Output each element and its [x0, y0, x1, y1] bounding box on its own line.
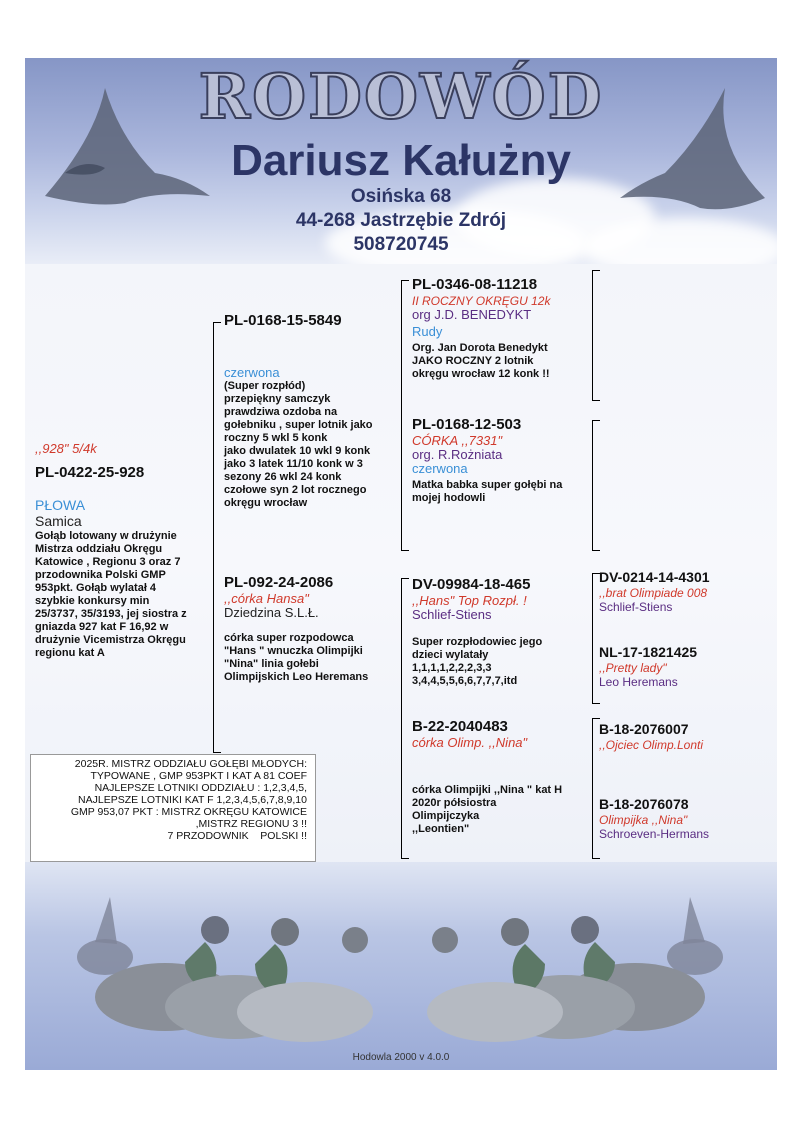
- g1-breeder: Schlief-Stiens: [599, 600, 673, 614]
- sd-breeder: org. R.Rożniata: [412, 447, 503, 462]
- bracket-dd-top: [592, 718, 600, 719]
- bracket-sire: [401, 280, 402, 550]
- sd-notes: Matka babka super gołębi na mojej hodowli: [412, 479, 563, 504]
- bracket-gen1-bottom: [213, 752, 221, 753]
- bracket-ss: [592, 270, 593, 400]
- ss-breeder: org J.D. BENEDYKT: [412, 307, 532, 322]
- page-title: RODOWÓD: [198, 60, 604, 133]
- sire-notes: (Super rozpłód) przepiękny samczyk prawdziwa ozdoba na gołebniku , super lotnik jako roczny 5 wkl 5 konk jako dwulatek 10 wkl 9 konk jako 3 latek 11/10 konk w 3 sezony 26 wkl 24 konk czołowe syn 2 lot rocznego okręgu wrocław: [224, 380, 373, 509]
- g2-tag: ,,Pretty lady": [599, 661, 667, 675]
- g4-breeder: Schroeven-Hermans: [599, 827, 710, 841]
- software-version: Hodowla 2000 v 4.0.0: [352, 1052, 450, 1063]
- bracket-sire-top: [401, 280, 409, 281]
- sire-ring: PL-0168-15-5849: [224, 312, 342, 329]
- bracket-ds-bottom: [592, 703, 600, 704]
- sd-color: czerwona: [412, 461, 468, 476]
- dam-breeder: Dziedzina S.L.Ł.: [224, 605, 319, 620]
- g2-breeder: Leo Heremans: [599, 675, 678, 689]
- dam-tag: ,,córka Hansa": [224, 591, 309, 606]
- g1-tag: ,,brat Olimpiade 008: [599, 586, 708, 600]
- subject-sex: Samica: [35, 513, 82, 529]
- bracket-ss-top: [592, 270, 600, 271]
- bracket-dd-bottom: [592, 858, 600, 859]
- header-banner: [25, 58, 777, 264]
- bracket-dam-top: [401, 578, 409, 579]
- bracket-gen1: [213, 322, 214, 752]
- ds-tag: ,,Hans" Top Rozpł. !: [412, 593, 527, 608]
- g4-pigeon: [599, 795, 774, 841]
- g1-pigeon: [599, 568, 774, 614]
- g1-ring: DV-0214-14-4301: [599, 569, 710, 585]
- address-city: 44-268 Jastrzębie Zdrój: [295, 210, 507, 231]
- ds-notes: Super rozpłodowiec jego dzieci wylatały 1,1,1,1,2,2,2,3,3 3,4,4,5,5,6,6,7,7,7,itd: [412, 636, 543, 687]
- dam-sire-pigeon: [412, 576, 587, 688]
- dd-ring: B-22-2040483: [412, 718, 508, 735]
- dam-dam-pigeon: [412, 718, 587, 836]
- subject-notes: Gołąb lotowany w drużynie Mistrza oddziału Okręgu Katowice , Regionu 3 oraz 7 przodownika Polski GMP 953pkt. Gołąb wylatał 4 szybkie konkursy min 25/3737, 35/3193, jej siostra z gniazda 927 kat F 16,92 w drużynie Vicemistrza Okręgu regionu kat A: [35, 530, 187, 659]
- bracket-sd-bottom: [592, 550, 600, 551]
- ss-notes: Org. Jan Dorota Benedykt JAKO ROCZNY 2 lotnik okręgu wrocław 12 konk !!: [412, 342, 550, 380]
- ss-ring: PL-0346-08-11218: [412, 276, 538, 293]
- address-street: Osińska 68: [350, 186, 452, 207]
- dd-tag: córka Olimp. ,,Nina": [412, 735, 528, 750]
- g2-pigeon: [599, 643, 774, 689]
- pedigree-page: [25, 58, 777, 1070]
- breeder-name: Dariusz Kałużny: [231, 136, 571, 185]
- sd-tag: CÓRKA ,,7331": [412, 433, 503, 448]
- sire-sire-pigeon: [412, 276, 582, 381]
- ss-color: Rudy: [412, 324, 443, 339]
- dam-ring: PL-092-24-2086: [224, 574, 334, 591]
- phone-number: 508720745: [353, 234, 449, 255]
- ds-breeder: Schlief-Stiens: [412, 607, 492, 622]
- subject-pigeon: [35, 442, 213, 660]
- footer-banner: [25, 862, 777, 1070]
- sd-ring: PL-0168-12-503: [412, 416, 522, 433]
- bracket-sd-top: [592, 420, 600, 421]
- g3-ring: B-18-2076007: [599, 721, 689, 737]
- dam-notes: córka super rozpodowca "Hans " wnuczka Olimpijki "Nina" linia gołebi Olimpijskich Leo Heremans: [224, 632, 369, 683]
- g2-ring: NL-17-1821425: [599, 644, 698, 660]
- bracket-sd: [592, 420, 593, 550]
- pigeon-group-right-icon: [425, 882, 765, 1062]
- sire-color: czerwona: [224, 365, 280, 380]
- g3-pigeon: [599, 720, 774, 752]
- achievements-box: 2025R. MISTRZ ODDZIAŁU GOŁĘBI MŁODYCH: TYPOWANE , GMP 953PKT I KAT A 81 COEF NAJLEPSZE LOTNIKI ODDZIAŁU : 1,2,3,4,5, NAJLEPSZE LOTNIKI KAT F 1,2,3,4,5,6,7,8,9,10 GMP 953,07 PKT : MISTRZ OKRĘGU KATOWICE ,MISTRZ REGIONU 3 !! 7 PRZODOWNIK POLSKI !!: [30, 754, 316, 862]
- ss-tag: II ROCZNY OKRĘGU 12k: [412, 294, 551, 308]
- pigeon-group-left-icon: [35, 882, 375, 1062]
- bracket-gen1-top: [213, 322, 221, 323]
- bracket-dd: [592, 718, 593, 858]
- g4-ring: B-18-2076078: [599, 796, 689, 812]
- subject-color: PŁOWA: [35, 497, 86, 513]
- sire-pigeon: [224, 312, 399, 510]
- g3-tag: ,,Ojciec Olimp.Lonti: [599, 738, 704, 752]
- sire-dam-pigeon: [412, 416, 587, 505]
- g4-tag: Olimpijka ,,Nina": [599, 813, 688, 827]
- dd-notes: córka Olimpijki ,,Nina " kat H 2020r półsiostra Olimpijczyka ,,Leontien": [412, 784, 563, 835]
- subject-ring: PL-0422-25-928: [35, 464, 145, 481]
- dam-pigeon: [224, 574, 399, 684]
- bracket-ds: [592, 573, 593, 703]
- bracket-ss-bottom: [592, 400, 600, 401]
- bracket-sire-bottom: [401, 550, 409, 551]
- bracket-dam-bottom: [401, 858, 409, 859]
- bracket-dam: [401, 578, 402, 858]
- subject-tag: ,,928" 5/4k: [35, 441, 97, 456]
- ds-ring: DV-09984-18-465: [412, 576, 531, 593]
